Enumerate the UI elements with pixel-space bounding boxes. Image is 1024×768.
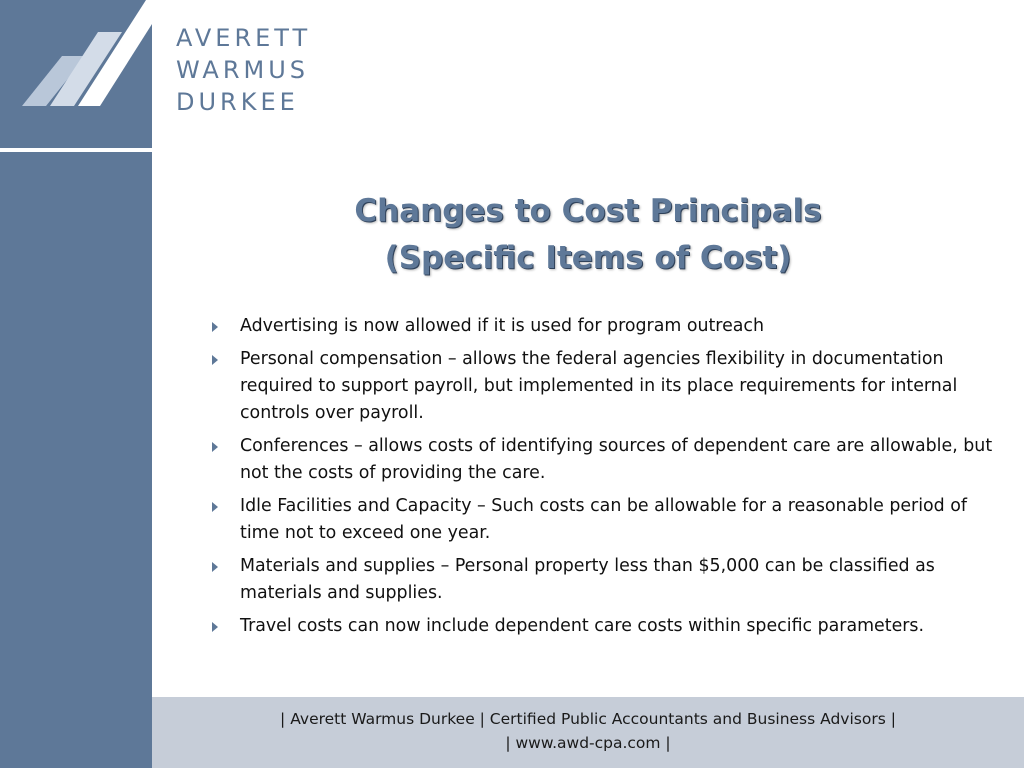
bullet-item [208, 313, 1008, 340]
logo-mark [0, 0, 152, 148]
triangle-right-icon [212, 355, 218, 365]
company-wordmark [176, 22, 311, 118]
footer-company-line: | Averett Warmus Durkee | Certified Public Accountants and Business Advisors | [280, 710, 896, 728]
wordmark-line-2: WARMUS [176, 56, 310, 84]
triangle-right-icon [212, 562, 218, 572]
sidebar-band [0, 152, 152, 768]
bullet-text: Advertising is now allowed if it is used for program outreach [240, 316, 765, 336]
bullet-item [208, 613, 1008, 640]
title-line-2: (Specific Items of Cost) [384, 240, 792, 276]
title-line-1: Changes to Cost Principals [354, 193, 822, 229]
wordmark-line-3: DURKEE [176, 88, 299, 116]
bullet-item [208, 346, 1008, 427]
diagonal-stripes-logo-icon [0, 0, 152, 148]
triangle-right-icon [212, 322, 218, 332]
bullet-text: Personal compensation – allows the federal agencies flexibility in documentation required to support payroll, but implemented in its place requirements for internal controls over payroll. [240, 349, 958, 423]
bullet-item [208, 553, 1008, 607]
slide-title [152, 188, 1024, 282]
bullet-text: Conferences – allows costs of identifying sources of dependent care are allowable, but not the costs of providing the care. [240, 436, 993, 483]
triangle-right-icon [212, 442, 218, 452]
bullet-item [208, 433, 1008, 487]
bullet-list [208, 313, 1008, 646]
triangle-right-icon [212, 502, 218, 512]
bullet-item [208, 493, 1008, 547]
bullet-text: Materials and supplies – Personal property less than $5,000 can be classified as materials and supplies. [240, 556, 935, 603]
bullet-text: Idle Facilities and Capacity – Such costs can be allowable for a reasonable period of time not to exceed one year. [240, 496, 968, 543]
footer-bar [152, 697, 1024, 768]
footer-website-link[interactable]: | www.awd-cpa.com | [505, 734, 671, 752]
wordmark-line-1: AVERETT [176, 24, 312, 52]
triangle-right-icon [212, 622, 218, 632]
bullet-text: Travel costs can now include dependent care costs within specific parameters. [240, 616, 925, 636]
